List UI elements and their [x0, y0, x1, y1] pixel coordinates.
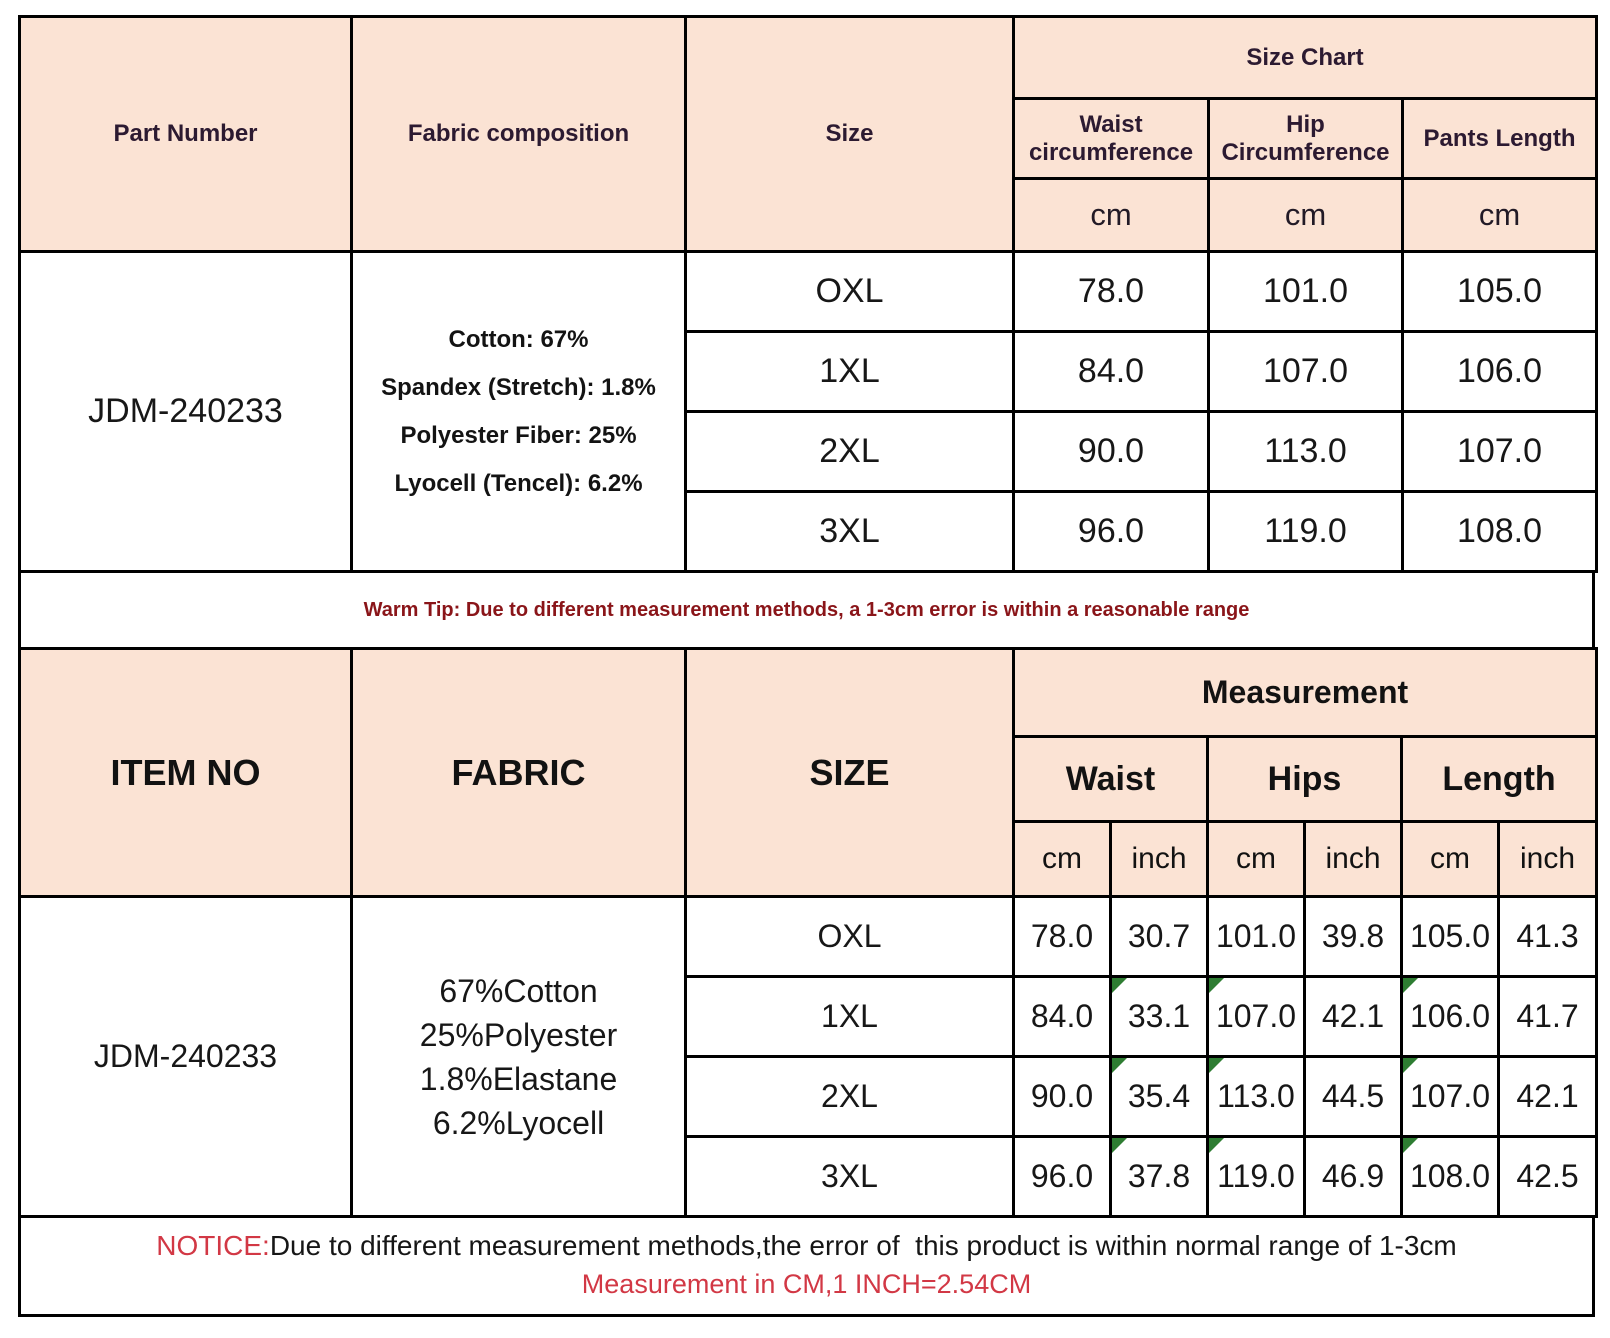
notice-text: Due to different measurement methods,the error of this product is within normal range of 1-3cm	[269, 1230, 1457, 1261]
waist-cm-value: 84.0	[1014, 332, 1209, 412]
cell-corner-marker-icon	[1209, 1058, 1224, 1073]
measurement-table	[18, 647, 1598, 1218]
waist-inch-value: 35.4	[1111, 1057, 1208, 1137]
size-cell: 2XL	[686, 412, 1014, 492]
fabric-composition-header: Fabric composition	[352, 17, 686, 252]
length-cm-value: 107.0	[1402, 1057, 1499, 1137]
fabric-line: 25%Polyester	[419, 1016, 618, 1053]
size-cell: 1XL	[686, 332, 1014, 412]
hip-cm-value: 113.0	[1209, 412, 1403, 492]
pants-unit-header: cm	[1403, 179, 1597, 252]
waist-cm-value: 96.0	[1014, 492, 1209, 572]
cell-corner-marker-icon	[1403, 978, 1418, 993]
table-row	[20, 897, 1597, 977]
notice-measurement-note: Measurement in CM,1 INCH=2.54CM	[581, 1269, 1032, 1299]
pants-cm-value: 107.0	[1403, 412, 1597, 492]
hips-cm-value: 113.0	[1208, 1057, 1305, 1137]
notice-band	[18, 1218, 1595, 1317]
sheet-content	[18, 15, 1595, 1317]
waist-cm-value: 90.0	[1014, 1057, 1111, 1137]
fabric-line: Spandex (Stretch): 1.8%	[381, 373, 656, 401]
waist-inch-unit-header: inch	[1111, 822, 1208, 897]
fabric-line: Lyocell (Tencel): 6.2%	[394, 469, 643, 497]
hips-cm-value: 101.0	[1208, 897, 1305, 977]
hips-cm-value: 119.0	[1208, 1137, 1305, 1217]
length-cm-value: 105.0	[1402, 897, 1499, 977]
pants-cm-value: 106.0	[1403, 332, 1597, 412]
fabric-line: Cotton: 67%	[448, 325, 589, 353]
cell-corner-marker-icon	[1112, 1138, 1127, 1153]
length-cm-value: 106.0	[1402, 977, 1499, 1057]
measurement-header: Measurement	[1014, 649, 1597, 737]
fabric-value	[352, 897, 686, 1217]
hip-circumference-header: Hip Circumference	[1209, 99, 1403, 179]
length-inch-unit-header: inch	[1499, 822, 1597, 897]
cell-corner-marker-icon	[1403, 1058, 1418, 1073]
hips-inch-value: 46.9	[1305, 1137, 1402, 1217]
fabric-line: Polyester Fiber: 25%	[400, 421, 637, 449]
cell-corner-marker-icon	[1112, 978, 1127, 993]
size-cell: 1XL	[686, 977, 1014, 1057]
waist-cm-unit-header: cm	[1014, 822, 1111, 897]
warm-tip-text: Warm Tip: Due to different measurement methods, a 1-3cm error is within a reasonable range	[363, 598, 1250, 621]
measurement-tbody	[20, 897, 1597, 1217]
fabric-line: 1.8%Elastane	[419, 1060, 618, 1097]
size-cell: 3XL	[686, 1137, 1014, 1217]
size-chart-table-cm	[18, 15, 1598, 573]
length-group-header: Length	[1402, 737, 1597, 822]
fabric-line: 6.2%Lyocell	[432, 1104, 605, 1141]
waist-group-header: Waist	[1014, 737, 1208, 822]
hips-group-header: Hips	[1208, 737, 1402, 822]
pants-cm-value: 105.0	[1403, 252, 1597, 332]
warm-tip-band	[18, 573, 1595, 647]
item-no-value: JDM-240233	[20, 897, 352, 1217]
hip-cm-value: 119.0	[1209, 492, 1403, 572]
item-no-header: ITEM NO	[20, 649, 352, 897]
cell-corner-marker-icon	[1112, 1058, 1127, 1073]
table-row	[20, 252, 1597, 332]
hips-inch-value: 44.5	[1305, 1057, 1402, 1137]
waist-cm-value: 90.0	[1014, 412, 1209, 492]
size-chart-tbody	[20, 252, 1597, 572]
part-number-header: Part Number	[20, 17, 352, 252]
hips-inch-value: 42.1	[1305, 977, 1402, 1057]
notice-line	[21, 1230, 1592, 1262]
waist-inch-value: 33.1	[1111, 977, 1208, 1057]
length-cm-unit-header: cm	[1402, 822, 1499, 897]
fabric-header: FABRIC	[352, 649, 686, 897]
cell-corner-marker-icon	[1209, 978, 1224, 993]
fabric-line: 67%Cotton	[439, 972, 598, 1009]
hip-unit-header: cm	[1209, 179, 1403, 252]
size-cell: 3XL	[686, 492, 1014, 572]
waist-cm-value: 84.0	[1014, 977, 1111, 1057]
length-inch-value: 41.7	[1499, 977, 1597, 1057]
length-cm-value: 108.0	[1402, 1137, 1499, 1217]
size-cell: OXL	[686, 252, 1014, 332]
length-inch-value: 42.5	[1499, 1137, 1597, 1217]
waist-inch-value: 30.7	[1111, 897, 1208, 977]
size-cell: OXL	[686, 897, 1014, 977]
part-number-value: JDM-240233	[20, 252, 352, 572]
waist-cm-value: 78.0	[1014, 252, 1209, 332]
cell-corner-marker-icon	[1209, 1138, 1224, 1153]
fabric-composition-value	[352, 252, 686, 572]
size-header: SIZE	[686, 649, 1014, 897]
pants-cm-value: 108.0	[1403, 492, 1597, 572]
hips-inch-unit-header: inch	[1305, 822, 1402, 897]
waist-cm-value: 78.0	[1014, 897, 1111, 977]
pants-length-header: Pants Length	[1403, 99, 1597, 179]
waist-circumference-header: Waist circumference	[1014, 99, 1209, 179]
table-header-row	[20, 17, 1597, 99]
length-inch-value: 41.3	[1499, 897, 1597, 977]
hip-cm-value: 101.0	[1209, 252, 1403, 332]
hips-cm-unit-header: cm	[1208, 822, 1305, 897]
size-cell: 2XL	[686, 1057, 1014, 1137]
length-inch-value: 42.1	[1499, 1057, 1597, 1137]
table-header-row	[20, 649, 1597, 737]
notice-label: NOTICE:	[156, 1230, 270, 1261]
cell-corner-marker-icon	[1403, 1138, 1418, 1153]
waist-unit-header: cm	[1014, 179, 1209, 252]
hip-cm-value: 107.0	[1209, 332, 1403, 412]
hips-inch-value: 39.8	[1305, 897, 1402, 977]
size-chart-header: Size Chart	[1014, 17, 1597, 99]
size-header: Size	[686, 17, 1014, 252]
hips-cm-value: 107.0	[1208, 977, 1305, 1057]
waist-inch-value: 37.8	[1111, 1137, 1208, 1217]
waist-cm-value: 96.0	[1014, 1137, 1111, 1217]
